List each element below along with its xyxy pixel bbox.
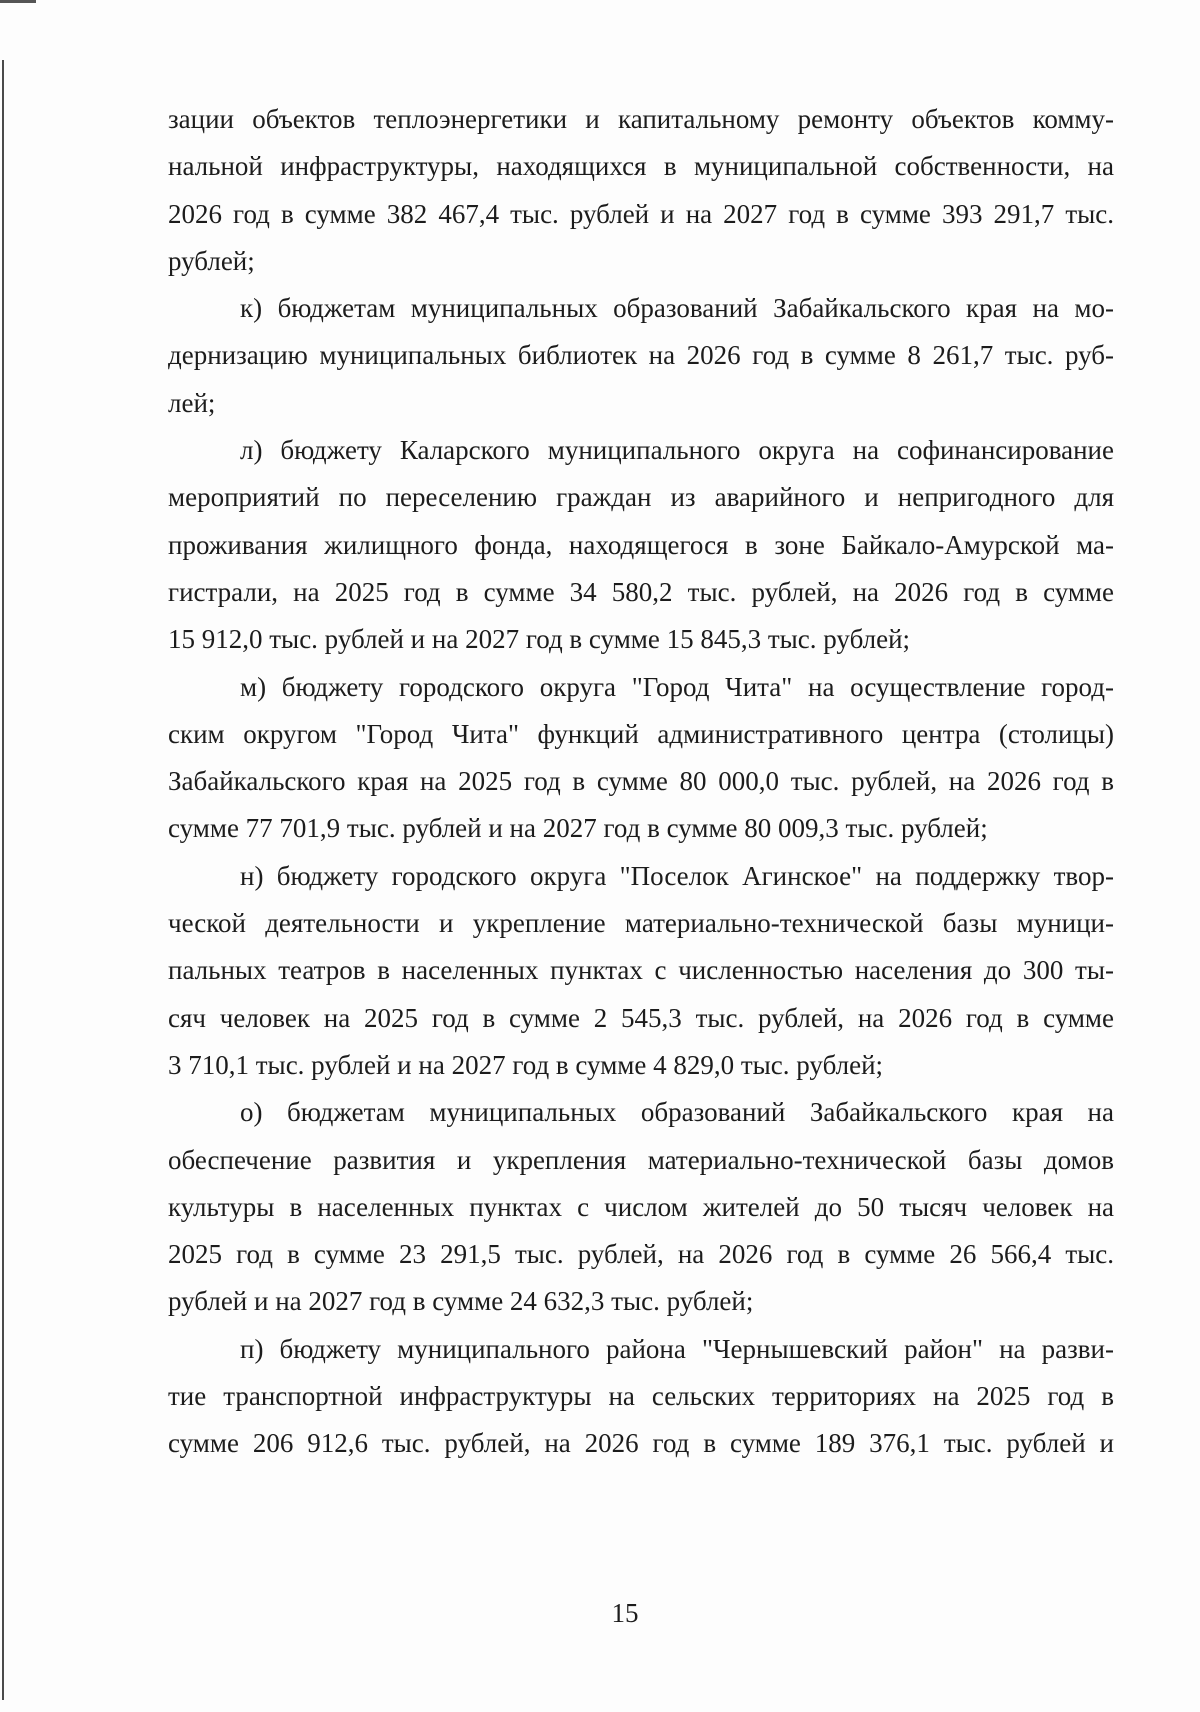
text-line: зации объектов теплоэнергетики и капитальному ремонту объектов комму- xyxy=(168,104,1114,134)
paragraph xyxy=(168,853,1114,1089)
document-body xyxy=(168,96,1114,1468)
text-line: сумме 77 701,9 тыс. рублей и на 2027 год в сумме 80 009,3 тыс. рублей; xyxy=(168,813,988,844)
text-line: тие транспортной инфраструктуры на сельских территориях на 2025 год в xyxy=(168,1381,1114,1412)
text-line: нальной инфраструктуры, находящихся в муниципальной собственности, на xyxy=(168,151,1114,182)
text-line: сумме 206 912,6 тыс. рублей, на 2026 год в сумме 189 376,1 тыс. рублей и xyxy=(168,1428,1114,1459)
text-line: мероприятий по переселению граждан из аварийного и непригодного для xyxy=(168,482,1114,513)
text-line: 2025 год в сумме 23 291,5 тыс. рублей, на 2026 год в сумме 26 566,4 тыс. xyxy=(168,1239,1114,1270)
paragraph xyxy=(168,664,1114,853)
text-line: обеспечение развития и укрепления материально-технической базы домов xyxy=(168,1144,1114,1175)
text-line: л) бюджету Каларского муниципального округа на софинансирование xyxy=(240,435,1114,466)
paragraph xyxy=(168,96,1114,285)
paragraph xyxy=(168,427,1114,663)
text-line: ским округом "Город Чита" функций административного центра (столицы) xyxy=(168,718,1114,749)
text-line: рублей; xyxy=(168,245,255,276)
paragraph xyxy=(168,285,1114,427)
scan-corner-mark xyxy=(0,0,36,3)
text-line: 3 710,1 тыс. рублей и на 2027 год в сумме 4 829,0 тыс. рублей; xyxy=(168,1049,884,1080)
paragraph xyxy=(168,1326,1114,1468)
scan-edge-line xyxy=(2,60,4,1700)
text-line: проживания жилищного фонда, находящегося в зоне Байкало-Амурской ма- xyxy=(168,529,1114,560)
paragraph xyxy=(168,1089,1114,1325)
text-line: п) бюджету муниципального района "Чернышевский район" на разви- xyxy=(240,1333,1114,1364)
text-line: рублей и на 2027 год в сумме 24 632,3 тыс. рублей; xyxy=(168,1286,754,1317)
text-line: ческой деятельности и укрепление материально-технической базы муници- xyxy=(168,908,1114,939)
text-line: гистрали, на 2025 год в сумме 34 580,2 тыс. рублей, на 2026 год в сумме xyxy=(168,576,1114,607)
text-line: Забайкальского края на 2025 год в сумме 80 000,0 тыс. рублей, на 2026 год в xyxy=(168,766,1114,797)
text-line: пальных театров в населенных пунктах с численностью населения до 300 ты- xyxy=(168,955,1114,986)
text-line: дернизацию муниципальных библиотек на 2026 год в сумме 8 261,7 тыс. руб- xyxy=(168,340,1114,371)
text-line: н) бюджету городского округа "Поселок Агинское" на поддержку твор- xyxy=(240,860,1114,891)
text-line: м) бюджету городского округа "Город Чита" на осуществление город- xyxy=(240,671,1114,702)
text-line: 2026 год в сумме 382 467,4 тыс. рублей и на 2027 год в сумме 393 291,7 тыс. xyxy=(168,198,1114,229)
text-line: к) бюджетам муниципальных образований Забайкальского края на мо- xyxy=(240,293,1114,324)
page-number: 15 xyxy=(611,1598,639,1628)
text-line: 15 912,0 тыс. рублей и на 2027 год в сумме 15 845,3 тыс. рублей; xyxy=(168,624,911,655)
text-line: о) бюджетам муниципальных образований Забайкальского края на xyxy=(240,1097,1114,1128)
text-line: лей; xyxy=(168,387,216,418)
text-line: сяч человек на 2025 год в сумме 2 545,3 тыс. рублей, на 2026 год в сумме xyxy=(168,1002,1114,1033)
text-line: культуры в населенных пунктах с числом жителей до 50 тысяч человек на xyxy=(168,1191,1114,1222)
